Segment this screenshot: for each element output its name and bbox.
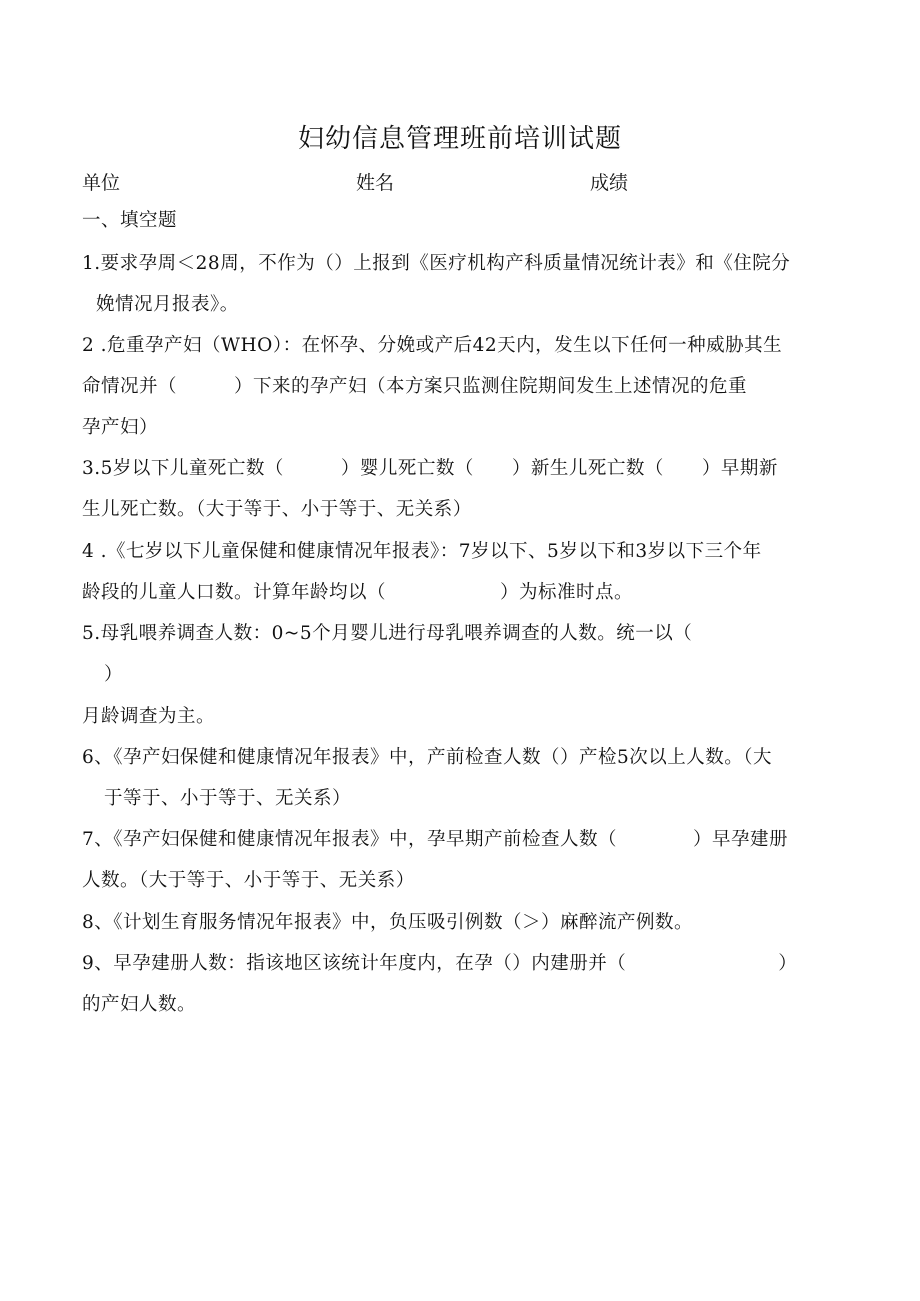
question-3-line-2: 生儿死亡数。（大于等于、小于等于、无关系） [82, 499, 472, 520]
question-6-line-2: 于等于、小于等于、无关系） [104, 788, 352, 809]
question-1-line-1: 1.要求孕周＜28周，不作为（）上报到《医疗机构产科质量情况统计表》和《住院分 [82, 253, 791, 274]
question-9-line-1: 9、早孕建册人数：指该地区该统计年度内，在孕（）内建册并（ ） [82, 953, 798, 974]
question-5-line-3: 月龄调查为主。 [82, 706, 216, 727]
question-5-line-2: ） [104, 664, 124, 685]
question-1-line-2: 娩情况月报表》。 [96, 294, 239, 315]
question-7-line-1: 7、《孕产妇保健和健康情况年报表》中，孕早期产前检查人数（ ）早孕建册 [82, 829, 789, 850]
question-4-line-2: 龄段的儿童人口数。计算年龄均以（ ）为标准时点。 [82, 582, 634, 603]
question-2-line-1: 2 .危重孕产妇（WHO）：在怀孕、分娩或产后42天内，发生以下任何一种威胁其生 [82, 335, 783, 356]
question-2-line-2: 命情况并（ ）下来的孕产妇（本方案只监测住院期间发生上述情况的危重 [82, 376, 748, 397]
section-heading: 一、填空题 [82, 210, 178, 231]
question-5-line-1: 5.母乳喂养调查人数：0~5个月婴儿进行母乳喂养调查的人数。统一以（ [82, 623, 693, 644]
question-8-line-1: 8、《计划生育服务情况年报表》中，负压吸引例数（＞）麻醉流产例数。 [82, 912, 694, 933]
score-field-label: 成绩 [590, 172, 629, 194]
question-4-line-1: 4 .《七岁以下儿童保健和健康情况年报表》：7岁以下、5岁以下和3岁以下三个年 [82, 541, 762, 562]
page-title: 妇幼信息管理班前培训试题 [297, 124, 622, 154]
question-2-line-3: 孕产妇） [82, 417, 159, 438]
name-field-label: 姓名 [356, 172, 395, 194]
question-3-line-1: 3.5岁以下儿童死亡数（ ）婴儿死亡数（ ）新生儿死亡数（ ）早期新 [82, 458, 778, 479]
question-6-line-1: 6、《孕产妇保健和健康情况年报表》中，产前检查人数（）产检5次以上人数。（大 [82, 747, 773, 768]
question-9-line-2: 的产妇人数。 [82, 994, 197, 1015]
question-7-line-2: 人数。（大于等于、小于等于、无关系） [82, 870, 415, 891]
unit-field-label: 单位 [82, 172, 121, 194]
